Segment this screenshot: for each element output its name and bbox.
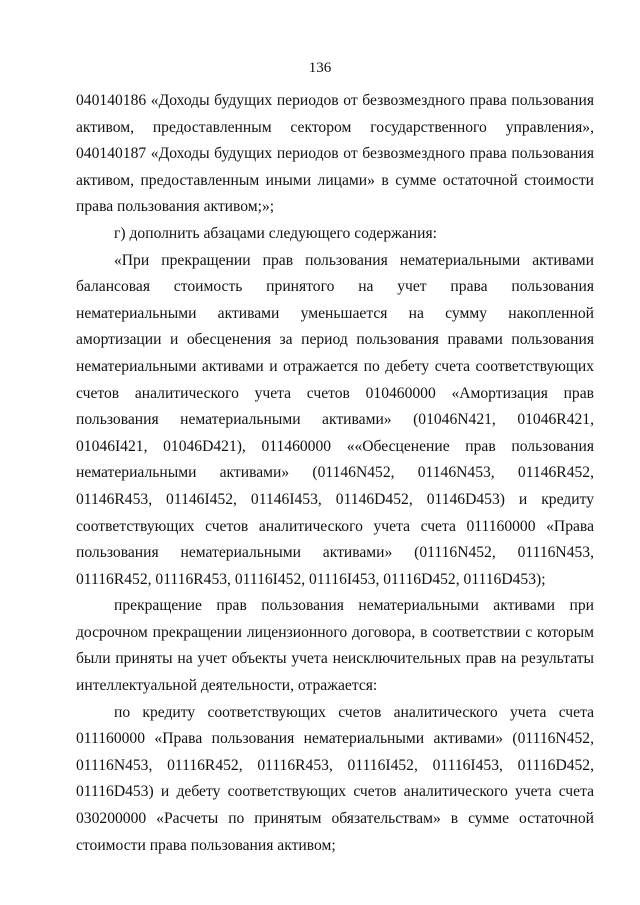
page-number: 136	[308, 60, 332, 76]
document-body	[76, 88, 594, 859]
paragraph-5: по кредиту соответствующих счетов аналитического учета счета 011160000 «Права пользования нематериальными активами» (01116N452, 01116N453, 01116R452, 01116R453, 01116I452, 01116I453, 01116D452, 01116D453) и дебету соответствующих счетов аналитического учета счета 030200000 «Расчеты по принятым обязательствам» в сумме остаточной стоимости права пользования активом;	[76, 703, 594, 854]
paragraph-4: прекращение прав пользования нематериальными активами при досрочном прекращении лицензионного договора, в соответствии с которым были приняты на учет объекты учета неисключительных прав на результаты интеллектуальной деятельности, отражается:	[76, 597, 594, 695]
paragraph-2: г) дополнить абзацами следующего содержания:	[114, 224, 438, 242]
paragraph-1: 040140186 «Доходы будущих периодов от безвозмездного права пользования активом, предоставленным сектором государственного управления», 040140187 «Доходы будущих периодов от безвозмездного права пользования активом, предоставленным иными лицами» в сумме остаточной стоимости права пользования активом;»;	[76, 92, 594, 216]
paragraph-3: «При прекращении прав пользования нематериальными активами балансовая стоимость принятого на учет права пользования нематериальными активами уменьшается на сумму накопленной амортизации и обесценения за период пользования правами пользования нематериальными активами и отражается по дебету счета соответствующих счетов аналитического учета счетов 010460000 «Амортизация прав пользования нематериальными активами» (01046N421, 01046R421, 01046I421, 01046D421), 011460000 ««Обесценение прав пользования нематериальными активами» (01146N452, 01146N453, 01146R452, 01146R453, 01146I452, 01146I453, 01146D452, 01146D453) и кредиту соответствующих счетов аналитического учета счета 011160000 «Права пользования нематериальными активами» (01116N452, 01116N453, 01116R452, 01116R453, 01116I452, 01116I453, 01116D452, 01116D453);	[76, 251, 594, 588]
